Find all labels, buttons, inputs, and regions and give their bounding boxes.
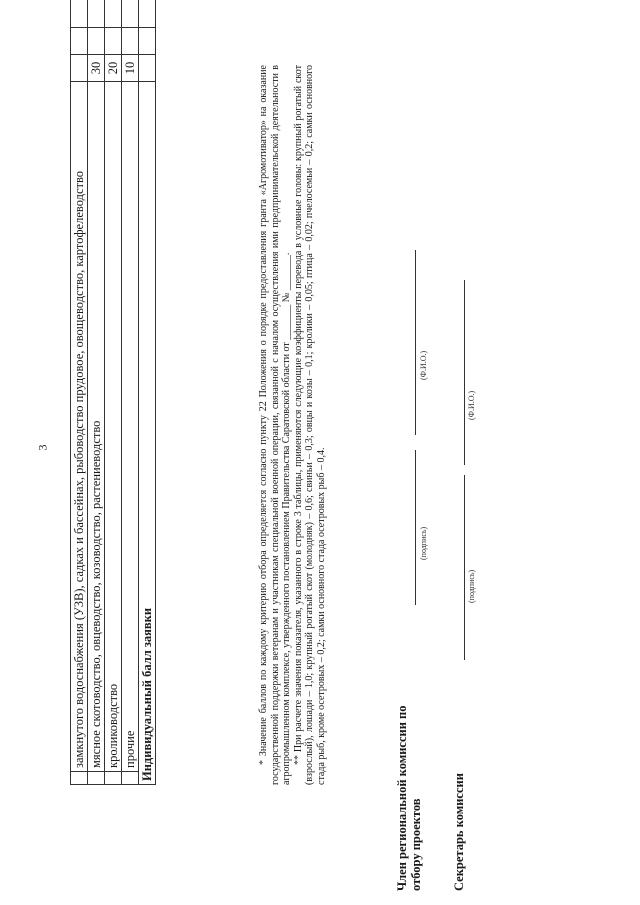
name-caption: (Ф.И.О.) bbox=[467, 390, 476, 420]
signature-caption: (подпись) bbox=[419, 526, 428, 560]
table-cell-value bbox=[71, 55, 88, 82]
signature-line bbox=[415, 450, 416, 605]
footnote-1: * Значение баллов по каждому критерию отбора определяется согласно пункту 22 Положения о порядке предоставления гранта «Агромотиватор» на оказание государственной поддержки ветеранам и участникам специальной военной операции, связанной с началом осуществления ими предпринимательской деятельности в агропромышленном комплексе, утвержденного постановлением Правительства Саратовской области от _______ № _______. bbox=[258, 65, 292, 785]
table-cell-value: 20 bbox=[105, 55, 122, 82]
table-row bbox=[122, 0, 139, 785]
table-row bbox=[105, 0, 122, 785]
signature-role-member: Член региональной комиссии по отбору проектов bbox=[395, 705, 423, 891]
table-cell-text: кролиководство bbox=[105, 82, 122, 772]
name-line bbox=[464, 280, 465, 465]
name-line bbox=[415, 250, 416, 435]
page-number: 3 bbox=[35, 444, 50, 451]
table-cell-text: мясное скотоводство, овцеводство, козоводство, растениеводство bbox=[88, 82, 105, 772]
signature-line bbox=[464, 475, 465, 660]
table-cell-value: 10 bbox=[122, 55, 139, 82]
signature-role-secretary: Секретарь комиссии bbox=[452, 773, 466, 891]
table-cell-value: 30 bbox=[88, 55, 105, 82]
total-label: Индивидуальный балл заявки bbox=[139, 82, 156, 785]
name-caption: (Ф.И.О.) bbox=[419, 350, 428, 380]
table-cell-text: прочие bbox=[122, 82, 139, 772]
scoring-table bbox=[70, 0, 156, 785]
table-row bbox=[88, 0, 105, 785]
table-row bbox=[71, 0, 88, 785]
table-total-row bbox=[139, 0, 156, 785]
footnotes bbox=[258, 65, 327, 785]
table-cell-text: замкнутого водоснабжения (УЗВ), садках и бассейнах, рыбоводство прудовое, овощеводство, картофелеводство bbox=[71, 82, 88, 772]
signature-caption: (подпись) bbox=[467, 569, 476, 603]
footnote-2: ** При расчете значения показателя, указанного в строке 3 таблицы, применяются следующие коэффициенты перевода в условные головы: крупный рогатый скот (взрослый), лошади – 1,0; крупный рогатый скот (молодняк) – 0,6; свиньи – 0,3; овцы и козы – 0,1; кролики – 0,05; птица – 0,02; пчелосемьи – 0,2; самки основного стада рыб, кроме осетровых – 0,2; самки основного стада осетровых рыб – 0,4. bbox=[292, 65, 327, 785]
